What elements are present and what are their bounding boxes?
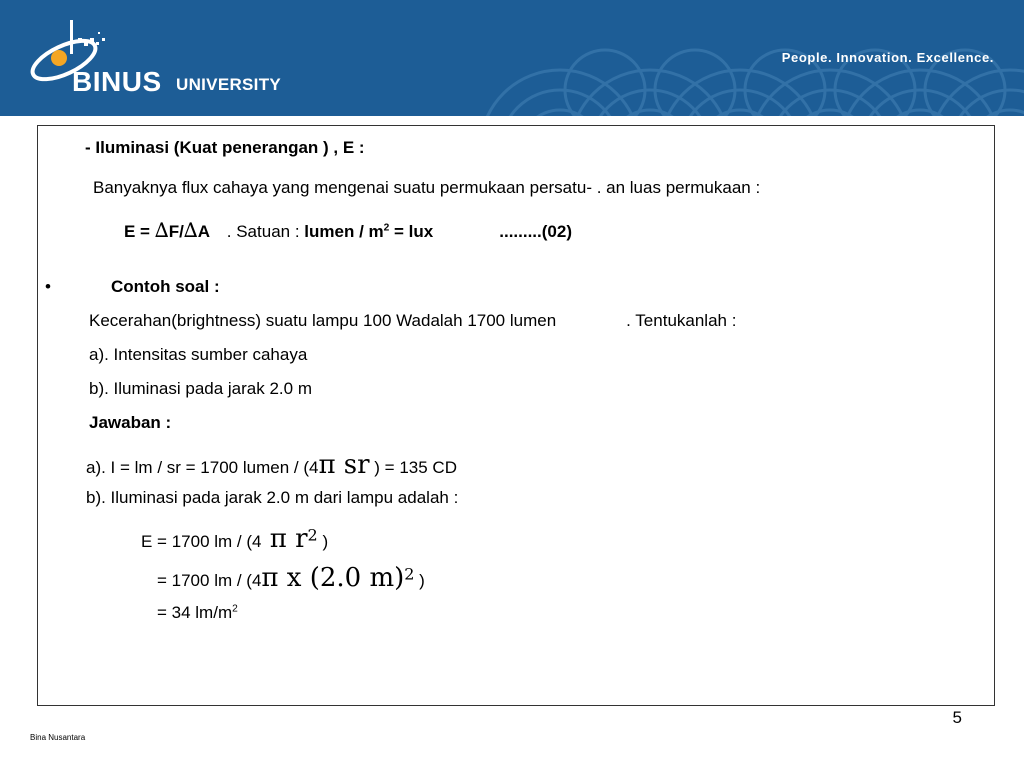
delta-symbol: ∆ [183,218,198,242]
m-squared-sup: 2 [232,603,238,615]
problem-task: . Tentukanlah : [626,311,737,330]
sr-symbol: sr [335,450,370,480]
jawaban-heading: Jawaban : [89,413,172,432]
heading-iluminasi: - Iluminasi (Kuat penerangan ) , E : [85,138,365,157]
r-symbol: r [286,524,308,554]
distance-expr: x (2.0 m) [278,563,405,593]
answer-b: b). Iluminasi pada jarak 2.0 m dari lampu adalah : [86,488,459,507]
formula-satuan: . Satuan : [222,222,305,241]
formula-units: lumen / m [304,222,384,241]
formula-units-sup: 2 [383,222,390,234]
calc-1-close: ) [317,532,329,551]
formula-E: E = [124,222,155,241]
answer-a-prefix: a). I = lm / sr = 1700 lumen / (4 [86,458,319,477]
answer-a [86,452,457,478]
calc-3-result: = 34 lm/m [157,603,233,622]
calc-line-3 [157,604,238,621]
definition-text: Banyaknya flux cahaya yang mengenai suatu permukaan persatu- . an luas permukaan : [93,178,761,197]
contoh-soal-heading: Contoh soal : [111,277,220,296]
pi-symbol: π [261,563,279,593]
tagline: People. Innovation. Excellence. [781,50,994,65]
question-a: a). Intensitas sumber cahaya [89,345,308,364]
calc-1-prefix: E = 1700 lm / (4 [141,532,262,551]
logo-university-text: UNIVERSITY [176,75,282,94]
formula-A: A [197,222,211,241]
question-b: b). Iluminasi pada jarak 2.0 m [89,379,312,398]
problem-statement [89,312,736,329]
formula-line [124,220,572,240]
header-banner [0,0,1024,116]
answer-a-result: ) = 135 CD [369,458,457,477]
calc-line-1 [141,526,328,552]
formula-lux: = lux [389,222,434,241]
pi-symbol: π [261,524,287,554]
formula-F: F/ [168,222,184,241]
distance-squared-sup: 2 [404,564,415,584]
calc-line-2 [157,565,425,591]
footer-text: Bina Nusantara [30,733,86,742]
equation-number: .........(02) [499,222,572,241]
pi-symbol: π [318,450,336,480]
calc-2-prefix: = 1700 lm / (4 [157,571,262,590]
binus-logo [22,20,322,110]
r-squared-sup: 2 [307,525,318,545]
bullet-point: • [45,277,51,296]
problem-text: Kecerahan(brightness) suatu lampu 100 Wadalah 1700 lumen [89,311,557,330]
page-number: 5 [952,708,962,727]
calc-2-close: ) [414,571,425,590]
logo-binus-text: BINUS [72,66,162,97]
delta-symbol: ∆ [154,218,169,242]
